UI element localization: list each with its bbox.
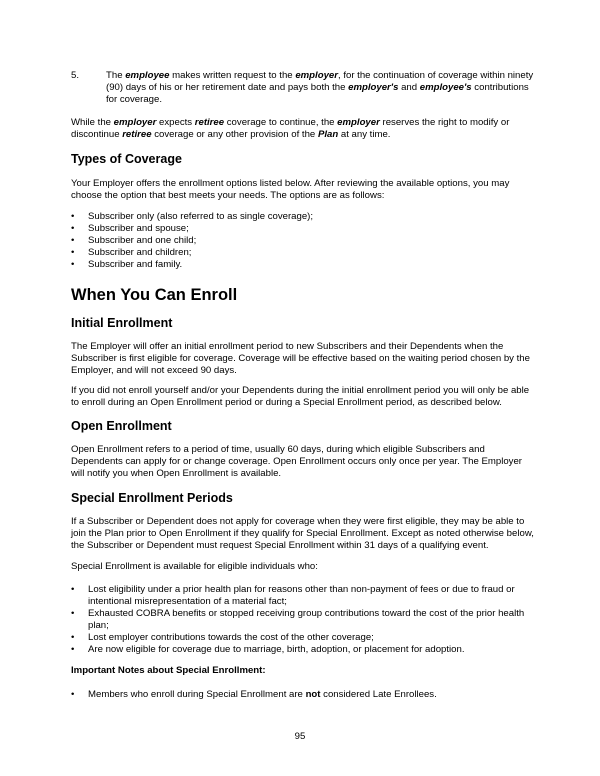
initial-enrollment-heading: Initial Enrollment bbox=[71, 316, 173, 330]
coverage-options-list bbox=[71, 211, 535, 271]
initial-enrollment-paragraph-2: If you did not enroll yourself and/or your Dependents during the initial enrollment period you will only be able to enroll during an Open Enrollment period or during a Special Enrollment period, as described below. bbox=[71, 385, 530, 408]
bullet-icon: • bbox=[71, 235, 75, 246]
special-enrollment-reasons-list bbox=[71, 584, 535, 656]
list-item bbox=[71, 211, 535, 223]
emphasis-term: employee bbox=[125, 70, 170, 81]
retiree-paragraph bbox=[71, 117, 535, 141]
emphasis-term: employer bbox=[113, 117, 157, 128]
special-enrollment-paragraph-1: If a Subscriber or Dependent does not apply for coverage when they were first eligible, they may be able to join the Plan prior to Open Enrollment if they qualify for Special Enrollment. Except as noted otherwise below, the Subscriber or Dependent must request Special Enrollment within 31 days of a qualifying event. bbox=[71, 516, 534, 551]
types-of-coverage-heading: Types of Coverage bbox=[71, 152, 182, 166]
text-run: reserves the right to modify or discontinue bbox=[71, 117, 510, 140]
emphasis-term: employer bbox=[337, 117, 380, 128]
bullet-icon: • bbox=[71, 211, 75, 222]
text-run: coverage to continue, the bbox=[224, 117, 338, 128]
text-run: contributions for coverage. bbox=[106, 82, 529, 105]
important-notes-heading: Important Notes about Special Enrollment: bbox=[71, 665, 266, 676]
list-item-text: Subscriber and family. bbox=[88, 259, 183, 270]
when-you-can-enroll-heading: When You Can Enroll bbox=[71, 286, 238, 304]
list-item bbox=[71, 644, 535, 656]
item-number: 5. bbox=[71, 70, 80, 81]
list-item-text: Subscriber only (also referred to as single coverage); bbox=[88, 211, 314, 222]
emphasis-term: retiree bbox=[122, 129, 152, 140]
bullet-icon: • bbox=[71, 223, 75, 234]
initial-enrollment-paragraph-1: The Employer will offer an initial enrollment period to new Subscribers and their Dependents when the Subscriber is first eligible for coverage. Coverage will be effective based on the waiting period chosen by the Employer, and will not exceed 90 days. bbox=[71, 341, 530, 376]
text-run: at any time. bbox=[338, 129, 391, 140]
text-run: The bbox=[106, 70, 126, 81]
emphasis-term: Plan bbox=[317, 129, 339, 140]
list-item-text: Subscriber and children; bbox=[88, 247, 192, 258]
bullet-icon: • bbox=[71, 608, 75, 619]
text-run: expects bbox=[156, 117, 195, 128]
emphasis-term: employer's bbox=[348, 82, 399, 93]
list-item bbox=[71, 689, 535, 701]
emphasis-term: employee's bbox=[419, 82, 472, 93]
list-item bbox=[71, 259, 535, 271]
text-run: coverage or any other provision of the bbox=[151, 129, 318, 140]
special-enrollment-paragraph-2: Special Enrollment is available for eligible individuals who: bbox=[71, 561, 318, 572]
page-number: 95 bbox=[294, 731, 306, 742]
important-notes-list bbox=[71, 689, 535, 701]
list-item bbox=[71, 632, 535, 644]
bullet-icon: • bbox=[71, 247, 75, 258]
list-item-text: Exhausted COBRA benefits or stopped receiving group contributions toward the cost of the prior health plan; bbox=[88, 608, 525, 631]
bullet-icon: • bbox=[71, 644, 75, 655]
text-run: , for the continuation of coverage within ninety (90) days of his or her retirement date and pays both the bbox=[106, 70, 534, 93]
special-enrollment-heading: Special Enrollment Periods bbox=[71, 491, 233, 505]
bullet-icon: • bbox=[71, 584, 75, 595]
list-item bbox=[71, 584, 535, 608]
emphasis-term: retiree bbox=[194, 117, 225, 128]
bullet-icon: • bbox=[71, 689, 75, 700]
list-item bbox=[71, 235, 535, 247]
item-5-text bbox=[106, 70, 535, 106]
emphasis-term: employer bbox=[295, 70, 338, 81]
list-item-text: Lost eligibility under a prior health plan for reasons other than non-payment of fees or due to fraud or intentional misrepresentation of a material fact; bbox=[88, 584, 515, 607]
text-run: makes written request to the bbox=[169, 70, 296, 81]
list-item bbox=[71, 247, 535, 259]
emphasis-term: not bbox=[305, 689, 321, 700]
list-item-text: Subscriber and spouse; bbox=[88, 223, 189, 234]
open-enrollment-paragraph: Open Enrollment refers to a period of time, usually 60 days, during which eligible Subscribers and Dependents can apply for or change coverage. Open Enrollment occurs only once per year. The Employer will notify you when Open Enrollment is available. bbox=[71, 444, 522, 479]
bullet-icon: • bbox=[71, 632, 75, 643]
list-item bbox=[71, 223, 535, 235]
list-item bbox=[71, 608, 535, 632]
text-run: considered Late Enrollees. bbox=[320, 689, 437, 700]
list-item-text: Lost employer contributions towards the cost of the other coverage; bbox=[88, 632, 374, 643]
text-run: and bbox=[398, 82, 420, 93]
bullet-icon: • bbox=[71, 259, 75, 270]
text-run: Members who enroll during Special Enrollment are bbox=[88, 689, 306, 700]
types-of-coverage-intro: Your Employer offers the enrollment options listed below. After reviewing the available options, you may choose the option that best meets your needs. The options are as follows: bbox=[71, 178, 510, 201]
text-run: While the bbox=[71, 117, 114, 128]
list-item-text: Are now eligible for coverage due to marriage, birth, adoption, or placement for adoption. bbox=[88, 644, 465, 655]
open-enrollment-heading: Open Enrollment bbox=[71, 419, 172, 433]
list-item-text: Subscriber and one child; bbox=[88, 235, 197, 246]
